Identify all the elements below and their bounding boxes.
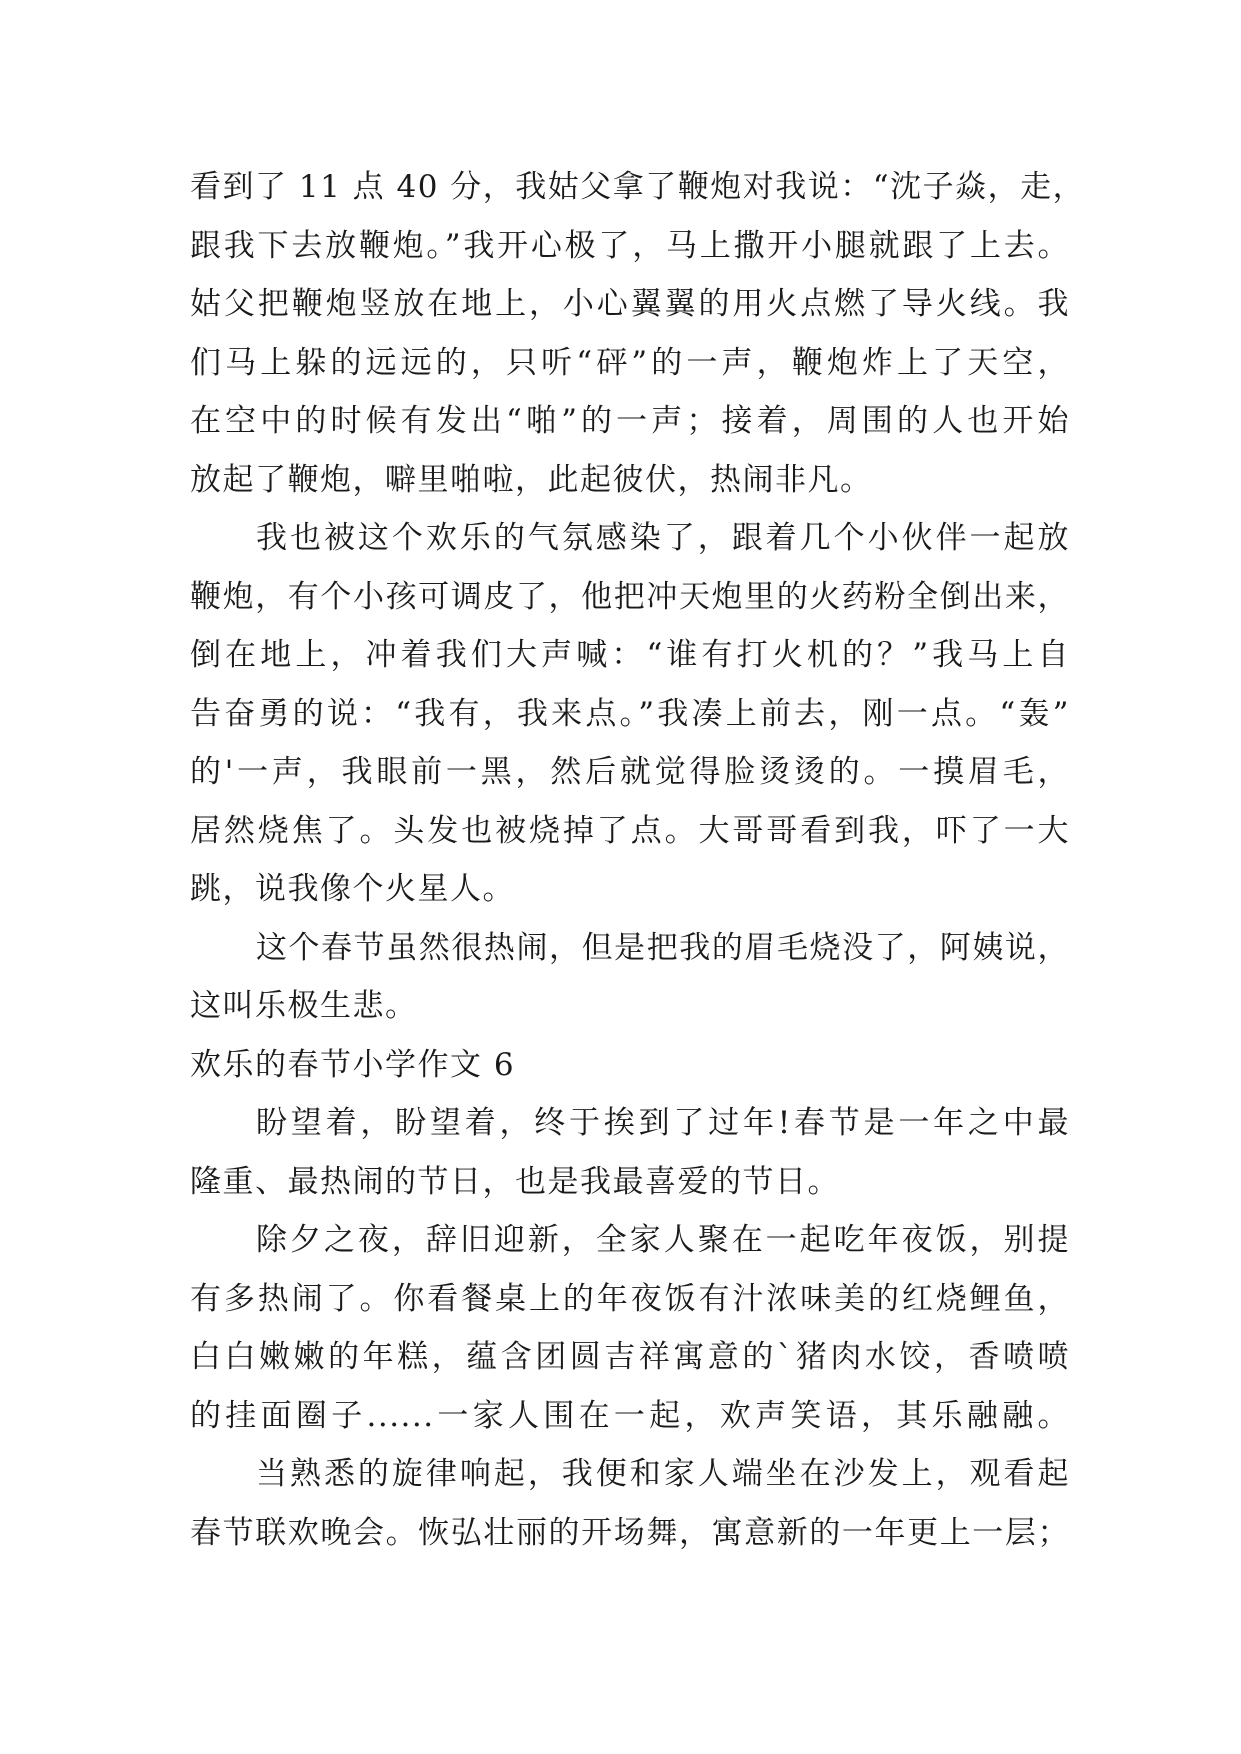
text-line: 隆重、最热闹的节日，也是我最喜爱的节日。: [190, 1163, 840, 1200]
text-line: 告奋勇的说：“我有，我来点。”我凑上前去，刚一点。“轰”: [190, 695, 1070, 732]
text-line: 这叫乐极生悲。: [190, 988, 418, 1024]
text-line: 鞭炮，有个小孩可调皮了，他把冲天炮里的火药粉全倒出来，: [190, 578, 1070, 615]
paragraph-start-line: 除夕之夜，辞旧迎新，全家人聚在一起吃年夜饭，别提: [256, 1222, 1070, 1258]
text-line: 有多热闹了。你看餐桌上的年夜饭有汁浓味美的红烧鲤鱼，: [190, 1280, 1070, 1317]
paragraph-start-line: 盼望着，盼望着，终于挨到了过年!春节是一年之中最: [256, 1105, 1070, 1141]
paragraph-start-line: 这个春节虽然很热闹，但是把我的眉毛烧没了，阿姨说，: [256, 929, 1070, 966]
text-line: 白白嫩嫩的年糕，蕴含团圆吉祥寓意的`猪肉水饺，香喷喷: [190, 1339, 1070, 1375]
paragraph-start-line: 当熟悉的旋律响起，我便和家人端坐在沙发上，观看起: [256, 1456, 1070, 1492]
text-line: 在空中的时候有发出“啪”的一声；接着，周围的人也开始: [190, 403, 1070, 439]
text-line: 春节联欢晚会。恢弘壮丽的开场舞，寓意新的一年更上一层；: [190, 1514, 1070, 1551]
text-line: 看到了 11 点 40 分，我姑父拿了鞭炮对我说：“沈子焱，走，: [190, 169, 1086, 205]
text-line: 的挂面圈子......一家人围在一起，欢声笑语，其乐融融。: [190, 1397, 1070, 1434]
text-line: 倒在地上，冲着我们大声喊：“谁有打火机的？”我马上自: [190, 637, 1070, 673]
text-line: 跳，说我像个火星人。: [190, 871, 515, 907]
document-page: [190, 158, 1086, 1562]
text-line: 跟我下去放鞭炮。”我开心极了，马上撒开小腿就跟了上去。: [190, 227, 1070, 264]
text-line: 姑父把鞭炮竖放在地上，小心翼翼的用火点燃了导火线。我: [190, 286, 1070, 322]
section-heading: 欢乐的春节小学作文 6: [190, 1046, 516, 1083]
paragraph-start-line: 我也被这个欢乐的气氛感染了，跟着几个小伙伴一起放: [256, 520, 1070, 556]
text-line: 们马上躲的远远的，只听“砰”的一声，鞭炮炸上了天空，: [190, 344, 1070, 381]
text-line: 居然烧焦了。头发也被烧掉了点。大哥哥看到我，吓了一大: [190, 812, 1070, 849]
text-line: 的'一声，我眼前一黑，然后就觉得脸烫烫的。一摸眉毛，: [190, 754, 1070, 790]
text-line: 放起了鞭炮，噼里啪啦，此起彼伏，热闹非凡。: [190, 461, 873, 498]
